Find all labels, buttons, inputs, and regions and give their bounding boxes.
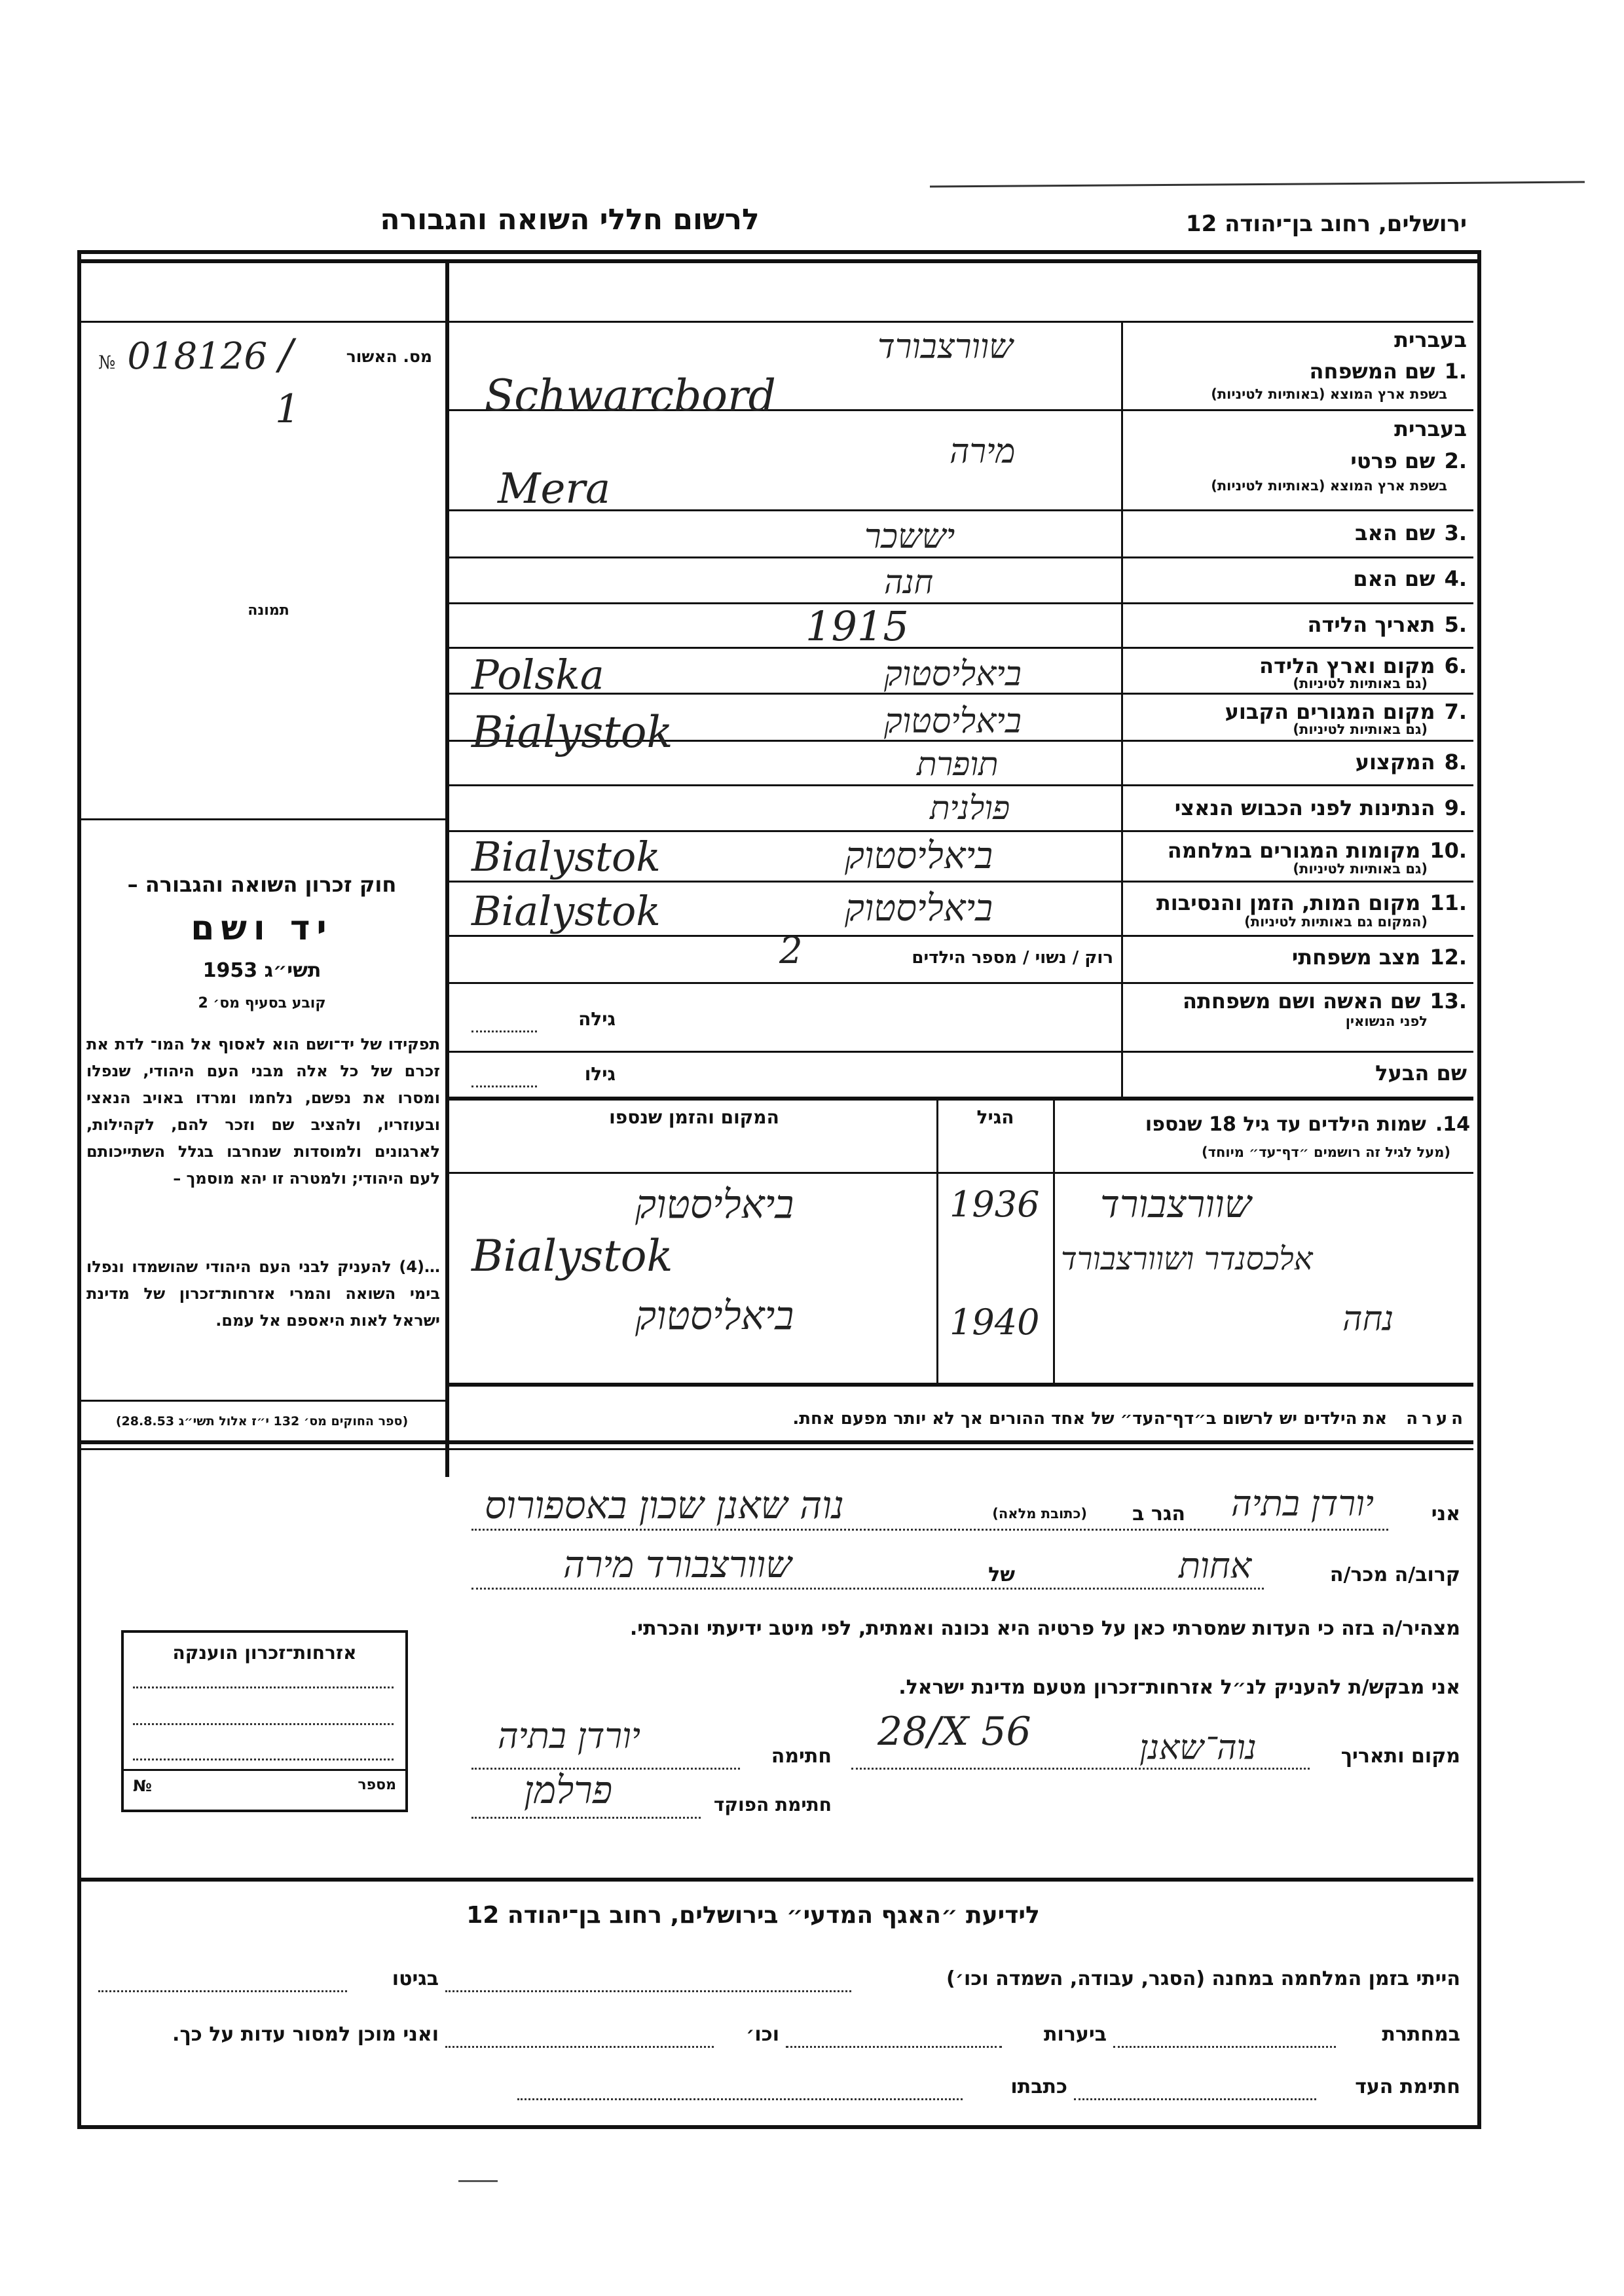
bottom-line3-dots-b: [517, 2098, 963, 2100]
field-1-hebrew-value[interactable]: שוורצבורד: [877, 327, 1013, 367]
field-11-label-text: מקום המות, הזמן והנסיבות: [1156, 890, 1421, 915]
ani-dots: [471, 1529, 1388, 1531]
law-reference: (ספר החוקים מס׳ 132 י״ז אלול תשי״ג 28.8.53): [115, 1414, 409, 1429]
child-1-age[interactable]: 1936: [950, 1184, 1040, 1225]
declaration-statement: מצהיר/ה בזה כי העדות שמסרתי כאן על פרטיה היא נכונה ואמתית, לפי מיטב ידיעתי והכרתי.: [629, 1617, 1460, 1640]
field-10-label: .10מקומות המגורים במלחמה: [1167, 838, 1467, 863]
children-header-name: 14.שמות הילדים עד גיל 18 שנספו: [1145, 1113, 1470, 1136]
declaration-resident-sub: (כתובת מלאה): [992, 1506, 1087, 1522]
officer-dots: [471, 1817, 701, 1819]
field-2-hebrew-value[interactable]: מירה: [950, 432, 1016, 471]
field-7-hebrew-value[interactable]: ביאליסטוק: [884, 702, 1022, 741]
field-1-sub: בשפת ארץ המוצא (באותיות לטיניות): [1211, 386, 1447, 402]
field-1-label: .1שם המשפחה: [1309, 359, 1467, 384]
child-1-name[interactable]: שוורצבורד: [1100, 1182, 1251, 1226]
bottom-title: לידיעת ״האגף המדעי״ בירושלים, רחוב בן־יהודה 12: [466, 1902, 1040, 1929]
bottom-line1-dots-a: [445, 1990, 851, 1992]
field-6-label-text: מקום וארץ הלידה: [1259, 653, 1435, 678]
field-2-label-text: שם פרטי: [1350, 448, 1435, 473]
field-12-options: רוק / נשוי / מספר הילדים: [912, 948, 1113, 968]
citizenship-box-no-sign: №: [133, 1777, 152, 1795]
field-5-label-text: תאריך הלידה: [1307, 612, 1435, 637]
law-name: יד ושם: [191, 909, 333, 948]
field-11-hebrew-value[interactable]: ביאליסטוק: [845, 887, 993, 930]
scan-mark-bottom: [458, 2180, 498, 2182]
field-11-latin-value[interactable]: Bialystok: [471, 887, 661, 935]
children-header-place: המקום והזמן שנספו: [609, 1106, 779, 1128]
age-m-dots: [471, 1085, 537, 1087]
bottom-section-line: [79, 1878, 1473, 1882]
field-5-label: .5תאריך הלידה: [1307, 612, 1467, 637]
field-9-label: .9הנתינות לפני הכבוש הנאצי: [1174, 795, 1467, 820]
note-row: [458, 1409, 1467, 1429]
field-8-label: .8המקצוע: [1355, 750, 1467, 774]
husband-label: שם הבעל: [1375, 1061, 1467, 1085]
child-3-age[interactable]: 1940: [950, 1302, 1040, 1343]
scan-mark: [930, 181, 1585, 188]
bottom-line3-a: חתימת העד: [1355, 2075, 1460, 2098]
law-clause: קובע בסעיף מס׳ 2: [198, 995, 326, 1011]
approval-label: מס. האשור: [346, 347, 432, 366]
citizenship-box-number-label: מספר: [358, 1777, 396, 1793]
form-title: לרשום חללי השואה והגבורה: [380, 203, 760, 236]
field-2-sub: בשפת ארץ המוצא (באותיות לטיניות): [1211, 478, 1447, 494]
field-8-value[interactable]: תופרת: [917, 745, 999, 783]
left-panel-ref-line: [79, 1400, 445, 1402]
field-12-children-value[interactable]: 2: [779, 930, 803, 972]
field-12-label-text: מצב משפחתי: [1291, 945, 1421, 970]
field-8-label-text: המקצוע: [1355, 750, 1435, 774]
field-6-sub: (גם באותיות לטיניות): [1293, 676, 1428, 691]
bottom-line2-b: ביערות: [1044, 2023, 1107, 2046]
declaration-of-label: של: [988, 1563, 1015, 1586]
field-6-hebrew-value[interactable]: ביאליסטוק: [884, 655, 1022, 694]
children-header-age: הגיל: [976, 1106, 1014, 1128]
field-13-label: .13שם האשה ושם משפחתה: [1182, 989, 1467, 1013]
field-11-sub: (המקום גם באותיות לטיניות): [1244, 914, 1428, 930]
child-2-name[interactable]: אלכסנדר ושוורצבורד: [1061, 1241, 1313, 1277]
form-address: ירושלים, רחוב בן־יהודה 12: [1185, 211, 1467, 237]
field-2-label: .2שם פרטי: [1350, 448, 1467, 473]
children-header-sub: (מעל לגיל זה רושמים ״דף־עד״ מיוחד): [1202, 1144, 1450, 1160]
field-7-latin-value[interactable]: Bialystok: [471, 707, 673, 757]
field-4-value[interactable]: חנה: [884, 563, 934, 601]
citizenship-box: [121, 1630, 408, 1812]
children-divider-2: [936, 1097, 938, 1385]
citizenship-box-title: אזרחות־זכרון הוענקה: [172, 1642, 357, 1664]
field-11-label: .11מקום המות, הזמן והנסיבות: [1156, 890, 1467, 915]
bottom-line2-dots-b: [786, 2046, 1002, 2048]
right-label-divider: [1121, 321, 1123, 1097]
age-f-dots: [471, 1030, 537, 1032]
age-label-f: גילה: [578, 1008, 616, 1030]
bottom-line2-dots-c: [445, 2046, 714, 2048]
law-title: חוק זכרון השואה והגבורה –: [127, 872, 397, 897]
field-10-latin-value[interactable]: Bialystok: [471, 833, 661, 881]
children-divider-1: [1053, 1097, 1055, 1385]
field-3-label: .3שם האב: [1355, 520, 1467, 545]
frame-top-double: [77, 259, 1477, 263]
field-3-value[interactable]: יששכר: [864, 517, 955, 556]
law-year: תשי״ג 1953: [202, 959, 322, 982]
left-column-divider: [445, 259, 449, 1477]
approval-number: № 018126 /: [98, 331, 293, 379]
field-10-sub: (גם באותיות לטיניות): [1293, 861, 1428, 877]
field-9-label-text: הנתינות לפני הכבוש הנאצי: [1174, 795, 1435, 820]
declaration-of-value[interactable]: שוורצבורד מירה: [563, 1544, 792, 1586]
signature-value[interactable]: יורדן בתיה: [498, 1715, 641, 1757]
declaration-ani-value[interactable]: יורדן בתיה: [1231, 1483, 1375, 1524]
photo-bottom-line: [79, 818, 445, 820]
field-1-label-text: שם המשפחה: [1309, 359, 1435, 384]
place-date-dots: [851, 1768, 1310, 1770]
note-bottom-line: [79, 1440, 1473, 1444]
field-4-label: .4שם האם: [1353, 566, 1467, 591]
child-1-place[interactable]: ביאליסטוק: [635, 1182, 794, 1228]
child-2-place[interactable]: Bialystok: [471, 1231, 673, 1281]
in-hebrew-1: בעברית: [1394, 327, 1467, 352]
field-3-label-text: שם האב: [1355, 520, 1435, 545]
field-13-label-text: שם האשה ושם משפחתה: [1182, 989, 1421, 1013]
field-10-label-text: מקומות המגורים במלחמה: [1167, 838, 1421, 863]
field-6-label: .6מקום וארץ הלידה: [1259, 653, 1467, 678]
declaration-relative-value[interactable]: אחות: [1179, 1545, 1252, 1586]
declaration-resident-label: הגר ב: [1132, 1503, 1185, 1525]
officer-value[interactable]: פרלמן: [524, 1768, 613, 1812]
note-label: הערה: [1406, 1409, 1467, 1429]
bottom-line3-b: כתבתו: [1010, 2075, 1067, 2098]
field-2-latin-value[interactable]: Mera: [498, 465, 611, 513]
signature-label: חתימה: [771, 1745, 832, 1768]
declaration-ani-label: אני: [1431, 1503, 1460, 1525]
field-6-latin-value[interactable]: Polska: [471, 651, 604, 699]
field-9-value[interactable]: פולנית: [930, 789, 1010, 827]
note-bottom-line-2: [79, 1448, 1473, 1450]
field-7-sub: (גם באותיות לטיניות): [1293, 721, 1428, 737]
in-hebrew-2: בעברית: [1394, 416, 1467, 441]
bottom-line2-dots-a: [1113, 2046, 1336, 2048]
bottom-line1-dots-b: [98, 1990, 347, 1992]
declaration-resident-value[interactable]: נוה שאנן שכון באספורוס: [485, 1483, 844, 1527]
place-date-label: מקום ותאריך: [1340, 1745, 1460, 1768]
date-value[interactable]: 28/X 56: [877, 1709, 1031, 1755]
bottom-line3-dots-a: [1074, 2098, 1316, 2100]
relative-dots: [471, 1588, 1264, 1590]
bottom-line1-a: הייתי בזמן המלחמה במחנה (הסגר, עבודה, השמדה וכו׳): [946, 1967, 1460, 1990]
children-header-name-text: שמות הילדים עד גיל 18 שנספו: [1145, 1113, 1426, 1136]
approval-suffix: 1: [275, 386, 301, 432]
declaration-relative-label: קרוב/ה מכר/ה: [1329, 1563, 1460, 1586]
field-1-latin-value[interactable]: Schwarcbord: [485, 371, 776, 421]
place-value[interactable]: נוה־שאנן: [1139, 1728, 1257, 1768]
field-12-label: .12מצב משפחתי: [1291, 945, 1467, 970]
field-7-label-text: מקום המגורים הקבוע: [1225, 699, 1435, 724]
field-4-label-text: שם האם: [1353, 566, 1435, 591]
photo-label: תמונה: [248, 602, 289, 619]
note-text: את הילדים יש לרשום ב״דף־העד״ של אחד ההורים אך לא יותר מפעם אחת.: [792, 1409, 1388, 1429]
bottom-line2-c: וכו׳: [746, 2023, 779, 2046]
field-10-hebrew-value[interactable]: ביאליסטוק: [845, 835, 993, 877]
age-label-m: גילו: [584, 1063, 616, 1085]
left-top-line: [79, 321, 1473, 323]
child-3-place[interactable]: ביאליסטוק: [635, 1293, 794, 1339]
law-text-1: תפקידו של יד־ושם הוא לאסוף אל המו־ לדת את זכרם של כל אלה מבני העם היהודי, שנפלו ומסרו את נפשם, נלחמו ומרדו באויב הנאצי ובעוזריו, ולהציב שם וזכר להם, לקהילות, לארגונים ולמוסדות שנחרבו בגלל השתייכותם לעם היהודי; ולמטרה זו יהא מוסמך –: [86, 1035, 440, 1188]
approval-number-value: 018126: [127, 335, 268, 378]
child-3-name[interactable]: נחה: [1342, 1300, 1394, 1339]
declaration-request: אני מבקש/ת להעניק לנ״ל אזרחות־זכרון מטעם מדינת ישראל.: [898, 1676, 1460, 1699]
no-sign: №: [98, 352, 116, 373]
children-bottom-line: [447, 1383, 1473, 1387]
field-13-sub: לפני הנשואין: [1345, 1013, 1428, 1029]
law-text-2: …(4) להעניק לבני העם היהודי שהושמדו ונפלו בימי השואה והמרי אזרחות־זכרון של מדינת ישראל לאות היאספם אל עמם.: [86, 1258, 440, 1330]
field-5-value[interactable]: 1915: [805, 602, 909, 650]
officer-label: חתימת הפוקד: [713, 1794, 832, 1815]
bottom-line2-a: במחתרת: [1382, 2023, 1460, 2046]
bottom-line1-b: בגיטו: [392, 1967, 439, 1990]
bottom-line2-d: ואני מוכן למסור עדות על כך.: [172, 2023, 439, 2046]
children-header-line: [447, 1172, 1473, 1174]
field-7-label: .7מקום המגורים הקבוע: [1225, 699, 1467, 724]
